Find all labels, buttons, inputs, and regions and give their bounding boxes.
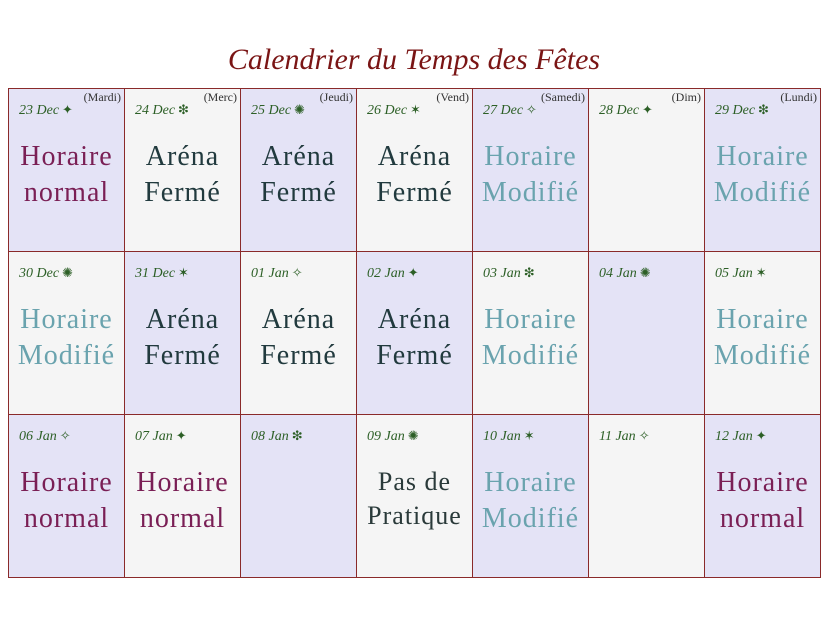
ornament-icon: ✺ [62, 265, 73, 280]
day-date: 31 Dec ✶ [135, 265, 189, 281]
ornament-icon: ❇ [758, 102, 769, 117]
ornament-icon: ✶ [410, 102, 421, 117]
ornament-icon: ✶ [755, 265, 767, 280]
ornament-icon: ✶ [178, 265, 189, 280]
calendar-day [589, 89, 705, 252]
day-status: Horaire normal [20, 141, 113, 208]
calendar-grid [8, 88, 821, 578]
calendar-day [241, 89, 357, 252]
ornament-icon: ✧ [59, 428, 71, 443]
day-status: Horaire Modifié [481, 467, 580, 534]
day-date: 03 Jan ❇ [483, 265, 535, 281]
day-date: 27 Dec ✧ [483, 102, 537, 118]
calendar-day [705, 415, 821, 578]
ornament-icon: ✧ [526, 102, 537, 117]
ornament-icon: ✦ [62, 102, 73, 117]
day-status: Horaire Modifié [17, 304, 116, 371]
calendar-day [357, 415, 473, 578]
calendar-day [241, 415, 357, 578]
day-status: Aréna Fermé [144, 141, 221, 208]
ornament-icon: ✦ [407, 265, 419, 280]
calendar-day [589, 415, 705, 578]
day-date: 28 Dec ✦ [599, 102, 653, 118]
ornament-icon: ✶ [523, 428, 535, 443]
day-date: 09 Jan ✺ [367, 428, 419, 444]
day-status: Horaire Modifié [713, 304, 812, 371]
day-status: Aréna Fermé [376, 304, 453, 371]
day-date: 11 Jan ✧ [599, 428, 650, 444]
day-status: Aréna Fermé [144, 304, 221, 371]
day-status: Horaire normal [136, 467, 229, 534]
calendar-day [9, 252, 125, 415]
day-date: 25 Dec ✺ [251, 102, 305, 118]
day-status: Aréna Fermé [260, 304, 337, 371]
day-date: 05 Jan ✶ [715, 265, 767, 281]
calendar-day [357, 252, 473, 415]
day-status: Horaire normal [20, 467, 113, 534]
calendar-day [357, 89, 473, 252]
ornament-icon: ✧ [638, 428, 650, 443]
calendar-day [125, 89, 241, 252]
ornament-icon: ❇ [523, 265, 535, 280]
day-date: 08 Jan ❇ [251, 428, 303, 444]
day-date: 07 Jan ✦ [135, 428, 187, 444]
weekday-label: (Jeudi) [319, 90, 353, 104]
ornament-icon: ✦ [642, 102, 653, 117]
day-date: 24 Dec ❇ [135, 102, 189, 118]
day-status: Aréna Fermé [376, 141, 453, 208]
calendar-day [473, 252, 589, 415]
page-title: Calendrier du Temps des Fêtes [227, 43, 601, 76]
ornament-icon: ✧ [291, 265, 303, 280]
day-date: 26 Dec ✶ [367, 102, 421, 118]
ornament-icon: ✺ [407, 428, 419, 443]
day-date: 30 Dec ✺ [19, 265, 73, 281]
day-status: Horaire Modifié [481, 304, 580, 371]
day-date: 12 Jan ✦ [715, 428, 767, 444]
day-date: 23 Dec ✦ [19, 102, 73, 118]
calendar-day [9, 415, 125, 578]
calendar-day [473, 89, 589, 252]
calendar-day [705, 89, 821, 252]
ornament-icon: ✦ [175, 428, 187, 443]
ornament-icon: ✺ [294, 102, 305, 117]
weekday-label: (Samedi) [541, 90, 585, 104]
ornament-icon: ✺ [639, 265, 651, 280]
weekday-label: (Vend) [436, 90, 469, 104]
day-date: 29 Dec ❇ [715, 102, 769, 118]
ornament-icon: ❇ [291, 428, 303, 443]
calendar-day [9, 89, 125, 252]
day-status: Horaire Modifié [481, 141, 580, 208]
ornament-icon: ❇ [178, 102, 189, 117]
day-date: 10 Jan ✶ [483, 428, 535, 444]
calendar-day [125, 252, 241, 415]
day-date: 06 Jan ✧ [19, 428, 71, 444]
day-status: Pas de Pratique [367, 467, 462, 530]
day-date: 01 Jan ✧ [251, 265, 303, 281]
day-status: Horaire Modifié [713, 141, 812, 208]
day-date: 04 Jan ✺ [599, 265, 651, 281]
calendar-day [589, 252, 705, 415]
weekday-label: (Mardi) [83, 90, 121, 104]
weekday-label: (Merc) [203, 90, 237, 104]
day-status: Horaire normal [716, 467, 809, 534]
day-date: 02 Jan ✦ [367, 265, 419, 281]
weekday-label: (Lundi) [780, 90, 817, 104]
calendar-day [125, 415, 241, 578]
ornament-icon: ✦ [755, 428, 767, 443]
calendar-day [241, 252, 357, 415]
weekday-label: (Dim) [671, 90, 701, 104]
calendar-day [473, 415, 589, 578]
calendar-day [705, 252, 821, 415]
day-status: Aréna Fermé [260, 141, 337, 208]
